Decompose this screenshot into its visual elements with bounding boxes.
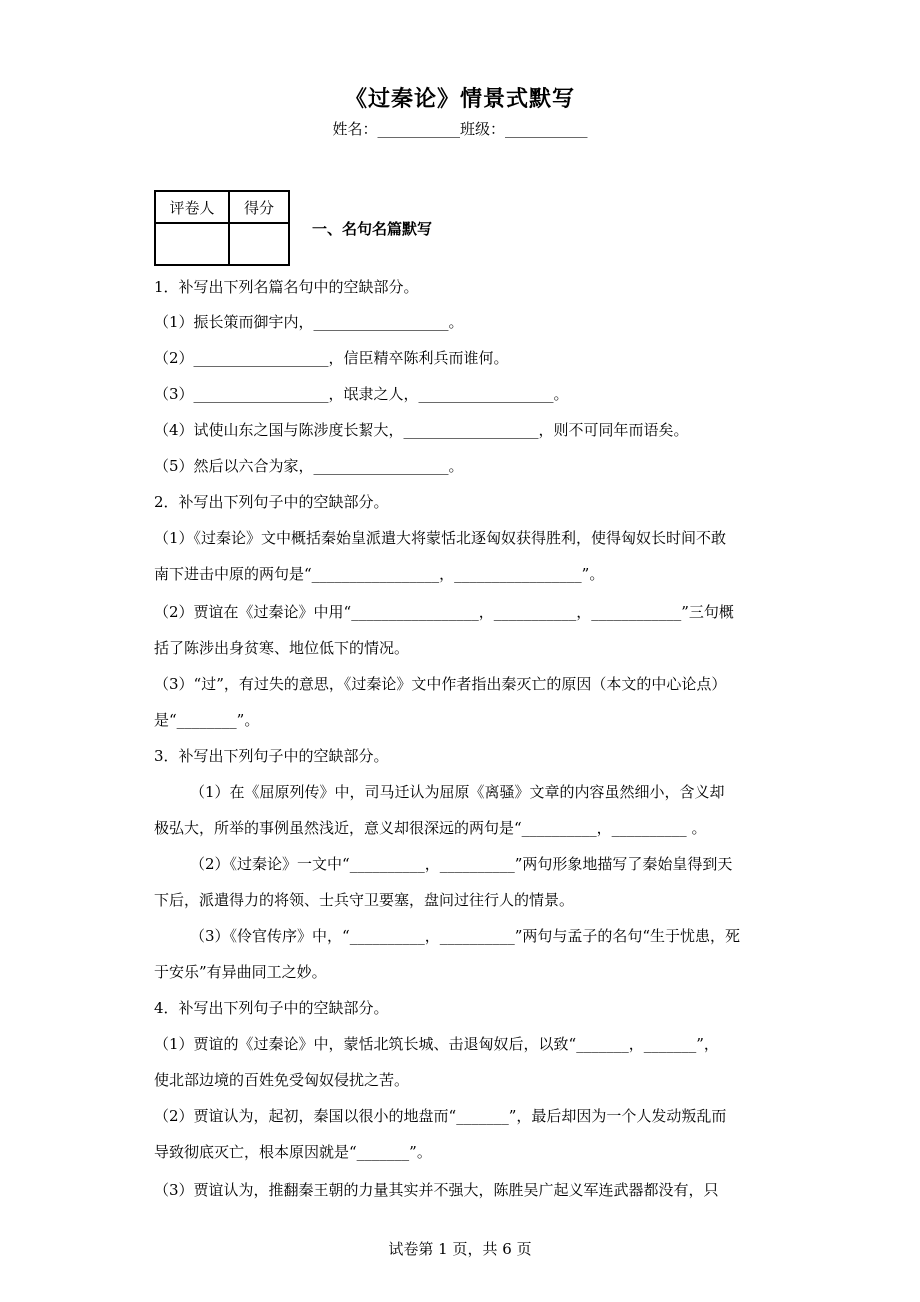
page-footer: 试卷第 1 页，共 6 页 <box>388 1240 532 1258</box>
question-line: 括了陈涉出身贫寒、地位低下的情况。 <box>154 639 410 657</box>
question-line: （2）《过秦论》一文中“__________，__________”两句形象地描写了秦始皇得到天 <box>190 855 733 873</box>
question-line: （1）《过秦论》文中概括秦始皇派遣大将蒙恬北逐匈奴获得胜利，使得匈奴长时间不敢 <box>154 529 727 547</box>
page-title: 《过秦论》情景式默写 <box>344 86 575 112</box>
question-line: （4）试使山东之国与陈涉度长絜大，__________________，则不可同年而语矣。 <box>154 421 689 439</box>
question-line: 3．补写出下列句子中的空缺部分。 <box>154 747 389 765</box>
question-line: （2）贾谊认为，起初，秦国以很小的地盘而“_______”，最后却因为一个人发动叛乱而 <box>154 1107 727 1125</box>
question-line: 4．补写出下列句子中的空缺部分。 <box>154 999 389 1017</box>
question-line: 导致彻底灭亡，根本原因就是“_______”。 <box>154 1143 432 1161</box>
score-header: 得分 <box>229 191 289 223</box>
question-line: （3）__________________，氓隶之人，__________________。 <box>154 385 569 403</box>
question-line: （5）然后以六合为家，__________________。 <box>154 457 464 475</box>
question-line: 于安乐”有异曲同工之妙。 <box>154 963 327 981</box>
question-line: 使北部边境的百姓免受匈奴侵扰之苦。 <box>154 1071 410 1089</box>
question-line: 极弘大，所举的事例虽然浅近，意义却很深远的两句是“__________，__________ 。 <box>154 819 707 837</box>
question-line: （2）贾谊在《过秦论》中用“_________________，___________，____________”三句概 <box>154 603 734 621</box>
section-title: 一、名句名篇默写 <box>312 220 433 238</box>
question-line: （3）“过”，有过失的意思，《过秦论》文中作者指出秦灭亡的原因（本文的中心论点） <box>154 675 727 693</box>
question-line: （3）《伶官传序》中，“__________，__________”两句与孟子的名句“生于忧患，死 <box>190 927 741 945</box>
question-line: （1）在《屈原列传》中，司马迁认为屈原《离骚》文章的内容虽然细小，含义却 <box>190 783 725 801</box>
question-line: 是“________”。 <box>154 711 260 729</box>
question-line: 2．补写出下列句子中的空缺部分。 <box>154 493 389 511</box>
question-line: （1）振长策而御宇内，__________________。 <box>154 313 464 331</box>
question-line: 1．补写出下列名篇名句中的空缺部分。 <box>154 278 419 296</box>
question-line: （2）__________________，信臣精卒陈利兵而谁何。 <box>154 349 509 367</box>
question-line: 南下进击中原的两句是“_________________，_________________”。 <box>154 565 605 583</box>
grader-cell <box>155 223 229 265</box>
question-line: （1）贾谊的《过秦论》中，蒙恬北筑长城、击退匈奴后，以致“_______，_______”， <box>154 1035 719 1053</box>
score-cell <box>229 223 289 265</box>
name-class-line: 姓名：___________班级：___________ <box>332 120 588 138</box>
question-line: （3）贾谊认为，推翻秦王朝的力量其实并不强大，陈胜吴广起义军连武器都没有，只 <box>154 1181 719 1199</box>
grader-header: 评卷人 <box>155 191 229 223</box>
question-line: 下后，派遣得力的将领、士兵守卫要塞，盘问过往行人的情景。 <box>154 891 575 909</box>
score-table <box>154 190 290 266</box>
